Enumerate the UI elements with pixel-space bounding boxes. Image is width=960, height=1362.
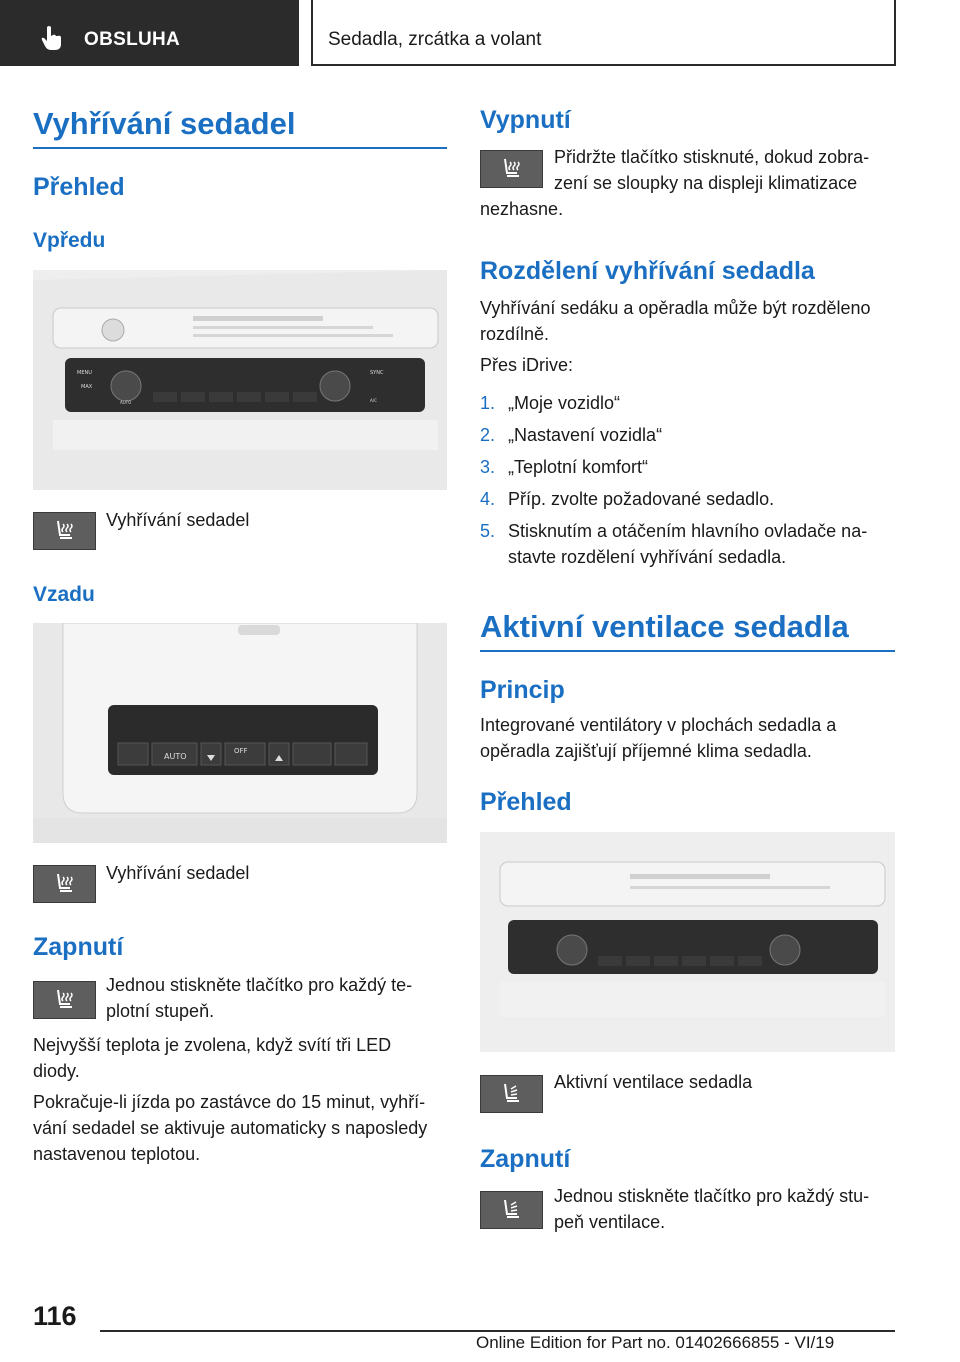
- title-rule: [33, 147, 447, 149]
- off-line1: Přidržte tlačítko stisknuté, dokud zobra-: [554, 147, 870, 167]
- edition-text: Online Edition for Part no. 01402666855 - VI/19: [476, 1333, 835, 1352]
- vent-overview-heading: Přehled: [480, 788, 572, 816]
- vent-title-rule: [480, 650, 895, 652]
- led-line2: diody.: [33, 1061, 80, 1081]
- off-line2: zení se sloupky na displeji klimatizace: [554, 173, 858, 193]
- led-paragraph: [33, 1032, 447, 1084]
- off-line3: nezhasne.: [480, 199, 564, 219]
- split-paragraph: [480, 295, 895, 347]
- seat-ventilation-icon: [499, 1197, 525, 1223]
- seat-ventilation-icon-box-on: [480, 1191, 543, 1229]
- section-label: OBSLUHA: [84, 29, 181, 50]
- section-tab: [0, 0, 299, 66]
- seat-ventilation-icon: [499, 1081, 525, 1107]
- auto-label: AUTO: [164, 752, 187, 761]
- step-text: „Nastavení vozidla“: [508, 425, 663, 445]
- step-number: 3.: [480, 457, 496, 477]
- principle-paragraph: [480, 712, 895, 764]
- rear-panel-photo: [33, 623, 447, 843]
- on-heading: Zapnutí: [33, 933, 124, 961]
- off-heading: Vypnutí: [480, 106, 571, 134]
- on-instruction: [106, 972, 446, 1024]
- on-text-line1: Jednou stiskněte tlačítko pro každý te-: [106, 975, 413, 995]
- seat-heating-icon: [52, 518, 78, 544]
- ac-button-label: A/C: [370, 398, 377, 403]
- seat-ventilation-icon-box: [480, 1075, 543, 1113]
- seat-heating-icon-box-rear: [33, 865, 96, 903]
- hand-pointer-icon: [38, 24, 66, 52]
- seat-heating-icon: [499, 156, 525, 182]
- rear-heading: Vzadu: [33, 583, 95, 606]
- vent-panel-photo: [480, 832, 895, 1052]
- max-button-label: MAX: [81, 384, 93, 390]
- footer-rule: [100, 1330, 895, 1332]
- idrive-label: Přes iDrive:: [480, 355, 574, 375]
- split-line1: Vyhřívání sedáku a opěradla může být rozděleno: [480, 298, 871, 318]
- page-number: 116: [33, 1301, 77, 1331]
- sync-button-label: SYNC: [370, 370, 384, 376]
- vent-on-line1: Jednou stiskněte tlačítko pro každý stu-: [554, 1186, 870, 1206]
- resume-line3: nastavenou teplotou.: [33, 1144, 201, 1164]
- resume-line2: vání sedadel se aktivuje automaticky s naposledy: [33, 1118, 428, 1138]
- split-heading: Rozdělení vyhřívání sedadla: [480, 257, 815, 285]
- chapter-tab: [311, 0, 896, 66]
- list-item: [480, 454, 648, 480]
- chapter-label: Sedadla, zrcátka a volant: [328, 29, 542, 50]
- vent-caption: Aktivní ventilace sedadla: [554, 1072, 753, 1092]
- step-text: Příp. zvolte požadované sedadlo.: [508, 489, 775, 509]
- auto-button-label: AUTO: [120, 400, 132, 405]
- list-item-continued: stavte rozdělení vyhřívání sedadla.: [508, 547, 787, 567]
- principle-line1: Integrované ventilátory v plochách sedadla a: [480, 715, 837, 735]
- step-text: „Teplotní komfort“: [508, 457, 649, 477]
- seat-heating-icon: [52, 987, 78, 1013]
- rear-caption: Vyhřívání sedadel: [106, 863, 250, 883]
- on-text-line2: plotní stupeň.: [106, 1001, 215, 1021]
- step-text: Stisknutím a otáčením hlavního ovladače na-: [508, 521, 868, 541]
- vent-on-line2: peň ventilace.: [554, 1212, 666, 1232]
- seat-heating-icon-box: [33, 512, 96, 550]
- principle-line2: opěradla zajišťují příjemné klima sedadla.: [480, 741, 812, 761]
- led-line1: Nejvyšší teplota je zvolena, když svítí tři LED: [33, 1035, 392, 1055]
- list-item: [480, 518, 867, 544]
- step-number: 4.: [480, 489, 496, 509]
- off-label: OFF: [234, 747, 248, 755]
- front-climate-panel-illustration: [33, 270, 447, 490]
- principle-heading: Princip: [480, 676, 565, 704]
- step-text: „Moje vozidlo“: [508, 393, 621, 413]
- vent-title: Aktivní ventilace sedadla: [480, 609, 849, 644]
- list-item: [480, 422, 662, 448]
- menu-button-label: MENU: [77, 370, 92, 376]
- seat-heating-icon-box-off: [480, 150, 543, 188]
- step-number: 5.: [480, 521, 496, 541]
- seat-heating-icon: [52, 871, 78, 897]
- vent-on-heading: Zapnutí: [480, 1145, 571, 1173]
- resume-line1: Pokračuje-li jízda po zastávce do 15 minut, vyhří-: [33, 1092, 426, 1112]
- front-heading: Vpředu: [33, 229, 106, 252]
- off-instruction: [554, 144, 895, 196]
- list-item: [480, 486, 774, 512]
- front-caption: Vyhřívání sedadel: [106, 510, 250, 530]
- resume-paragraph: [33, 1089, 447, 1167]
- vent-on-instruction: [554, 1183, 895, 1235]
- overview-heading: Přehled: [33, 173, 125, 201]
- vent-climate-panel-illustration: [480, 832, 895, 1052]
- step-number: 1.: [480, 393, 496, 413]
- step-number: 2.: [480, 425, 496, 445]
- split-line2: rozdílně.: [480, 324, 550, 344]
- front-panel-photo: [33, 270, 447, 490]
- list-item: [480, 390, 620, 416]
- seat-heating-icon-box-on: [33, 981, 96, 1019]
- page-header: [0, 0, 960, 66]
- page-title: Vyhřívání sedadel: [33, 106, 296, 141]
- rear-climate-panel-illustration: [33, 623, 447, 843]
